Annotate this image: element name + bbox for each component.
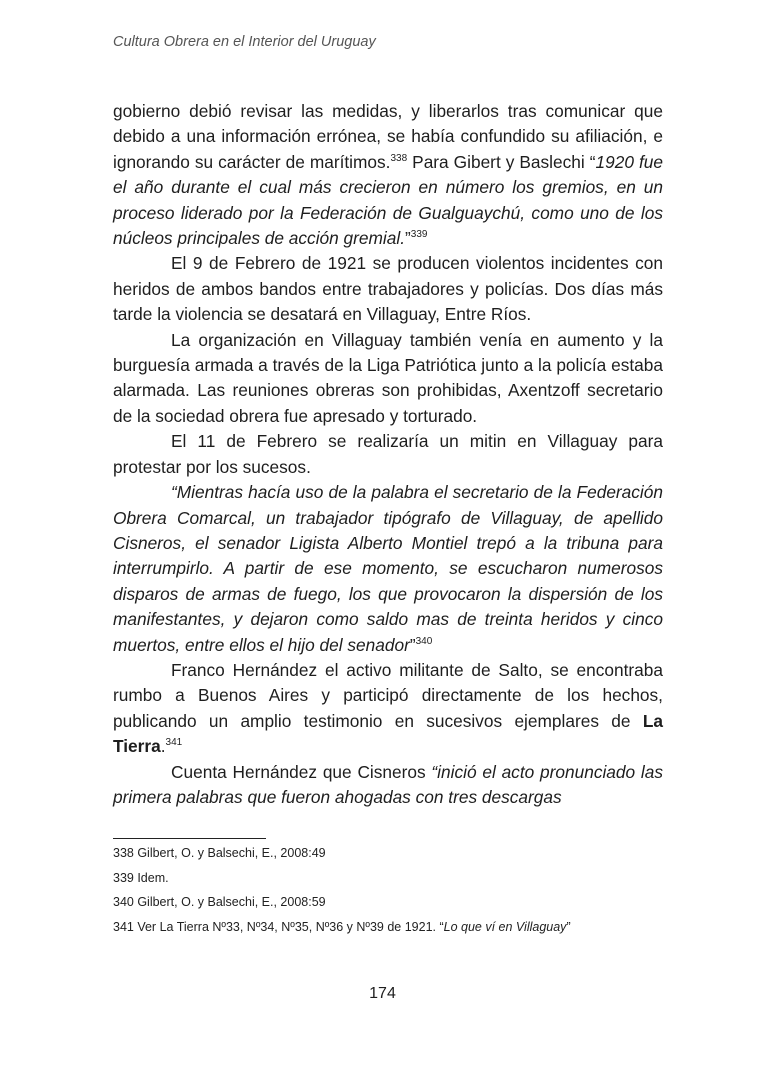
footnote-separator (113, 838, 266, 839)
footnote-ref-338: 338 (390, 153, 408, 165)
text-run: gobierno debió revisar las medidas, y liberarlos tras comunicar que debido a una información errónea, se había confundido su afiliación, e ignorando su carácter de marítimos. (113, 101, 663, 172)
text-run: ” (405, 228, 411, 249)
footnote-ref-340: 340 (415, 635, 433, 647)
paragraph-2: El 9 de Febrero de 1921 se producen violentos incidentes con heridos de ambos bandos entre trabajadores y policías. Dos días más tarde la violencia se desatará en Villaguay, Entre Ríos. (113, 253, 663, 325)
footnote-340: 340 Gilbert, O. y Balsechi, E., 2008:59 (113, 895, 326, 909)
quote: “inició el acto pronunciado las primera palabras que fueron ahogadas con tres descargas (113, 761, 664, 807)
text-run: . (160, 736, 166, 757)
text-run: Cuenta Hernández que Cisneros (171, 761, 432, 782)
text-run: Franco Hernández el activo militante de Salto, se encontraba rumbo a Buenos Aires y participó directamente de los hechos, publicando un amplio testimonio en sucesivos ejemplares de (113, 659, 663, 731)
footnotes (113, 843, 673, 941)
paragraph-7 (113, 760, 663, 811)
footnote-341 (113, 917, 673, 942)
newspaper-title: La Tierra (113, 710, 663, 757)
main-text (113, 99, 663, 810)
paragraph-4: El 11 de Febrero se realizaría un mitin en Villaguay para protestar por los sucesos. (113, 431, 663, 477)
footnote-ref-339: 339 (410, 229, 428, 241)
text-run: ” (409, 634, 416, 655)
footnote-339: 339 Idem. (113, 870, 169, 885)
quote: “Mientras hacía uso de la palabra el secretario de la Federación Obrera Comarcal, un trabajador tipógrafo de Villaguay, de apellido Cisneros, el senador Ligista Alberto Montiel trepó a la tribuna para interrumpirlo. A partir de ese momento, se escucharon numerosos disparos de armas de fuego, los que provocaron la dispersión de los manifestantes, y dejaron como saldo mas de treinta heridos y cinco muertos, entre ellos el hijo del senador (113, 482, 663, 655)
page-number: 174 (369, 985, 396, 1002)
text-run: Para Gibert y Baslechi “ (407, 151, 596, 172)
paragraph-5 (113, 480, 663, 658)
footnote-338: 338 Gilbert, O. y Balsechi, E., 2008:49 (113, 846, 326, 860)
paragraph-3: La organización en Villaguay también venía en aumento y la burguesía armada a través de la Liga Patriótica junto a la policía estaba alarmada. Las reuniones obreras son prohibidas, Axentzoff secretario de la sociedad obrera fue apresado y torturado. (113, 329, 663, 426)
paragraph-1 (113, 99, 663, 251)
footnote-ref-341: 341 (165, 737, 183, 749)
quote: 1920 fue el año durante el cual más crecieron en número los gremios, en un proceso liderado por la Federación de Gualguaychú, como uno de los núcleos principales de acción gremial. (113, 151, 663, 249)
text-run: ” (566, 919, 571, 934)
running-header: Cultura Obrera en el Interior del Uruguay (113, 34, 376, 50)
text-run: 341 Ver La Tierra Nº33, Nº34, Nº35, Nº36 y Nº39 de 1921. “ (113, 919, 444, 934)
article-title: Lo que ví en Villaguay (443, 919, 567, 934)
paragraph-6 (113, 658, 663, 760)
